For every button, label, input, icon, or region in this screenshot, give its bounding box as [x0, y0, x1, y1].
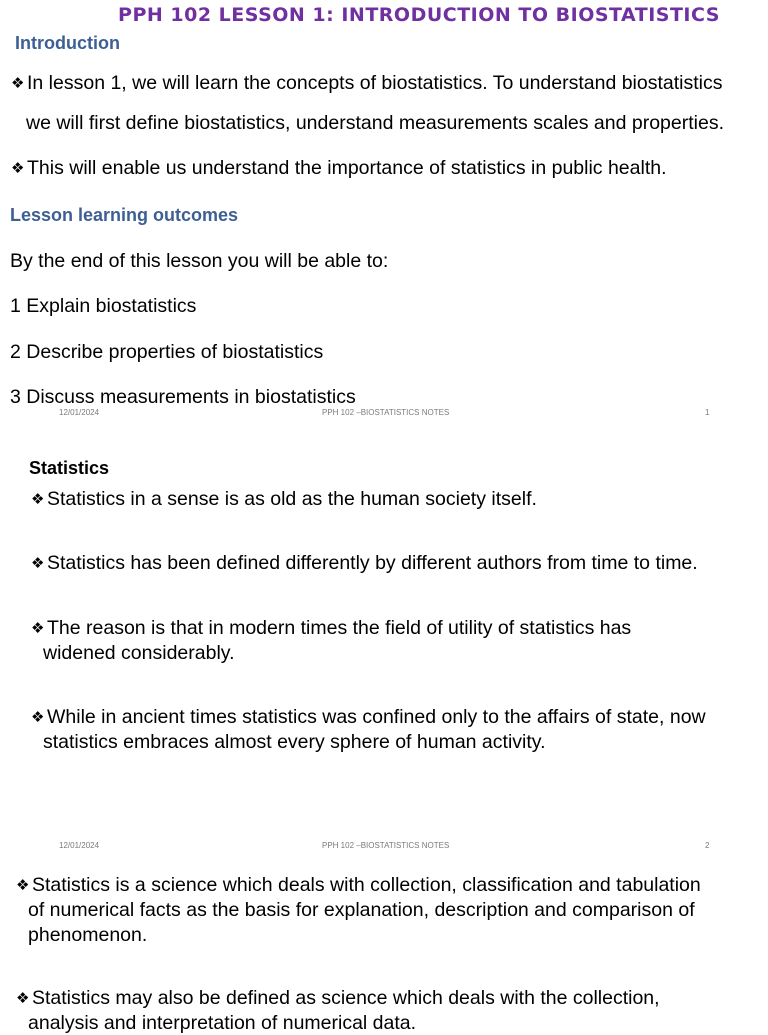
statistics-bullet-4: ❖ While in ancient times statistics was confined only to the affairs of state, now	[31, 706, 706, 728]
diamond-bullet-icon: ❖	[31, 490, 45, 508]
outcome-item: 1 Explain biostatistics	[10, 295, 197, 317]
footer-page-number: 2	[705, 841, 710, 850]
statistics-bullet-4-cont: statistics embraces almost every sphere of human activity.	[43, 731, 546, 753]
statistics-bullet-3-cont: widened considerably.	[43, 642, 235, 664]
definition-bullet-2-cont: analysis and interpretation of numerical data.	[28, 1012, 417, 1034]
outcomes-intro: By the end of this lesson you will be able to:	[10, 250, 389, 272]
statistics-heading: Statistics	[29, 458, 110, 478]
footer-page-number: 1	[705, 408, 710, 417]
intro-bullet-1: ❖ In lesson 1, we will learn the concepts of biostatistics. To understand biostatistics	[11, 72, 723, 94]
outcomes-heading: Lesson learning outcomes	[10, 205, 239, 225]
outcome-item: 2 Describe properties of biostatistics	[10, 341, 324, 363]
definition-bullet-1-cont: phenomenon.	[28, 924, 148, 946]
definition-bullet-1-cont: of numerical facts as the basis for explanation, description and comparison of	[28, 899, 695, 921]
page-title: PPH 102 LESSON 1: INTRODUCTION TO BIOSTATISTICS	[118, 4, 720, 26]
diamond-bullet-icon: ❖	[11, 74, 25, 92]
intro-bullet-2: ❖ This will enable us understand the importance of statistics in public health.	[11, 157, 667, 179]
outcome-item: 3 Discuss measurements in biostatistics	[10, 386, 356, 408]
diamond-bullet-icon: ❖	[16, 876, 30, 894]
diamond-bullet-icon: ❖	[31, 554, 45, 572]
statistics-bullet-2: ❖ Statistics has been defined differently by different authors from time to time.	[31, 552, 698, 574]
diamond-bullet-icon: ❖	[16, 989, 30, 1007]
diamond-bullet-icon: ❖	[11, 159, 25, 177]
diamond-bullet-icon: ❖	[31, 619, 45, 637]
intro-bullet-1-cont: we will first define biostatistics, understand measurements scales and properties.	[26, 112, 724, 134]
definition-bullet-2: ❖ Statistics may also be defined as science which deals with the collection,	[16, 987, 660, 1009]
footer-title: PPH 102 –BIOSTATISTICS NOTES	[322, 408, 450, 417]
statistics-bullet-3: ❖ The reason is that in modern times the field of utility of statistics has	[31, 617, 632, 639]
statistics-bullet-1: ❖ Statistics in a sense is as old as the human society itself.	[31, 488, 537, 510]
definition-bullet-1: ❖ Statistics is a science which deals with collection, classification and tabulation	[16, 874, 701, 896]
diamond-bullet-icon: ❖	[31, 708, 45, 726]
footer-date: 12/01/2024	[59, 841, 100, 850]
footer-title: PPH 102 –BIOSTATISTICS NOTES	[322, 841, 450, 850]
footer-date: 12/01/2024	[59, 408, 100, 417]
intro-heading: Introduction	[15, 33, 120, 53]
